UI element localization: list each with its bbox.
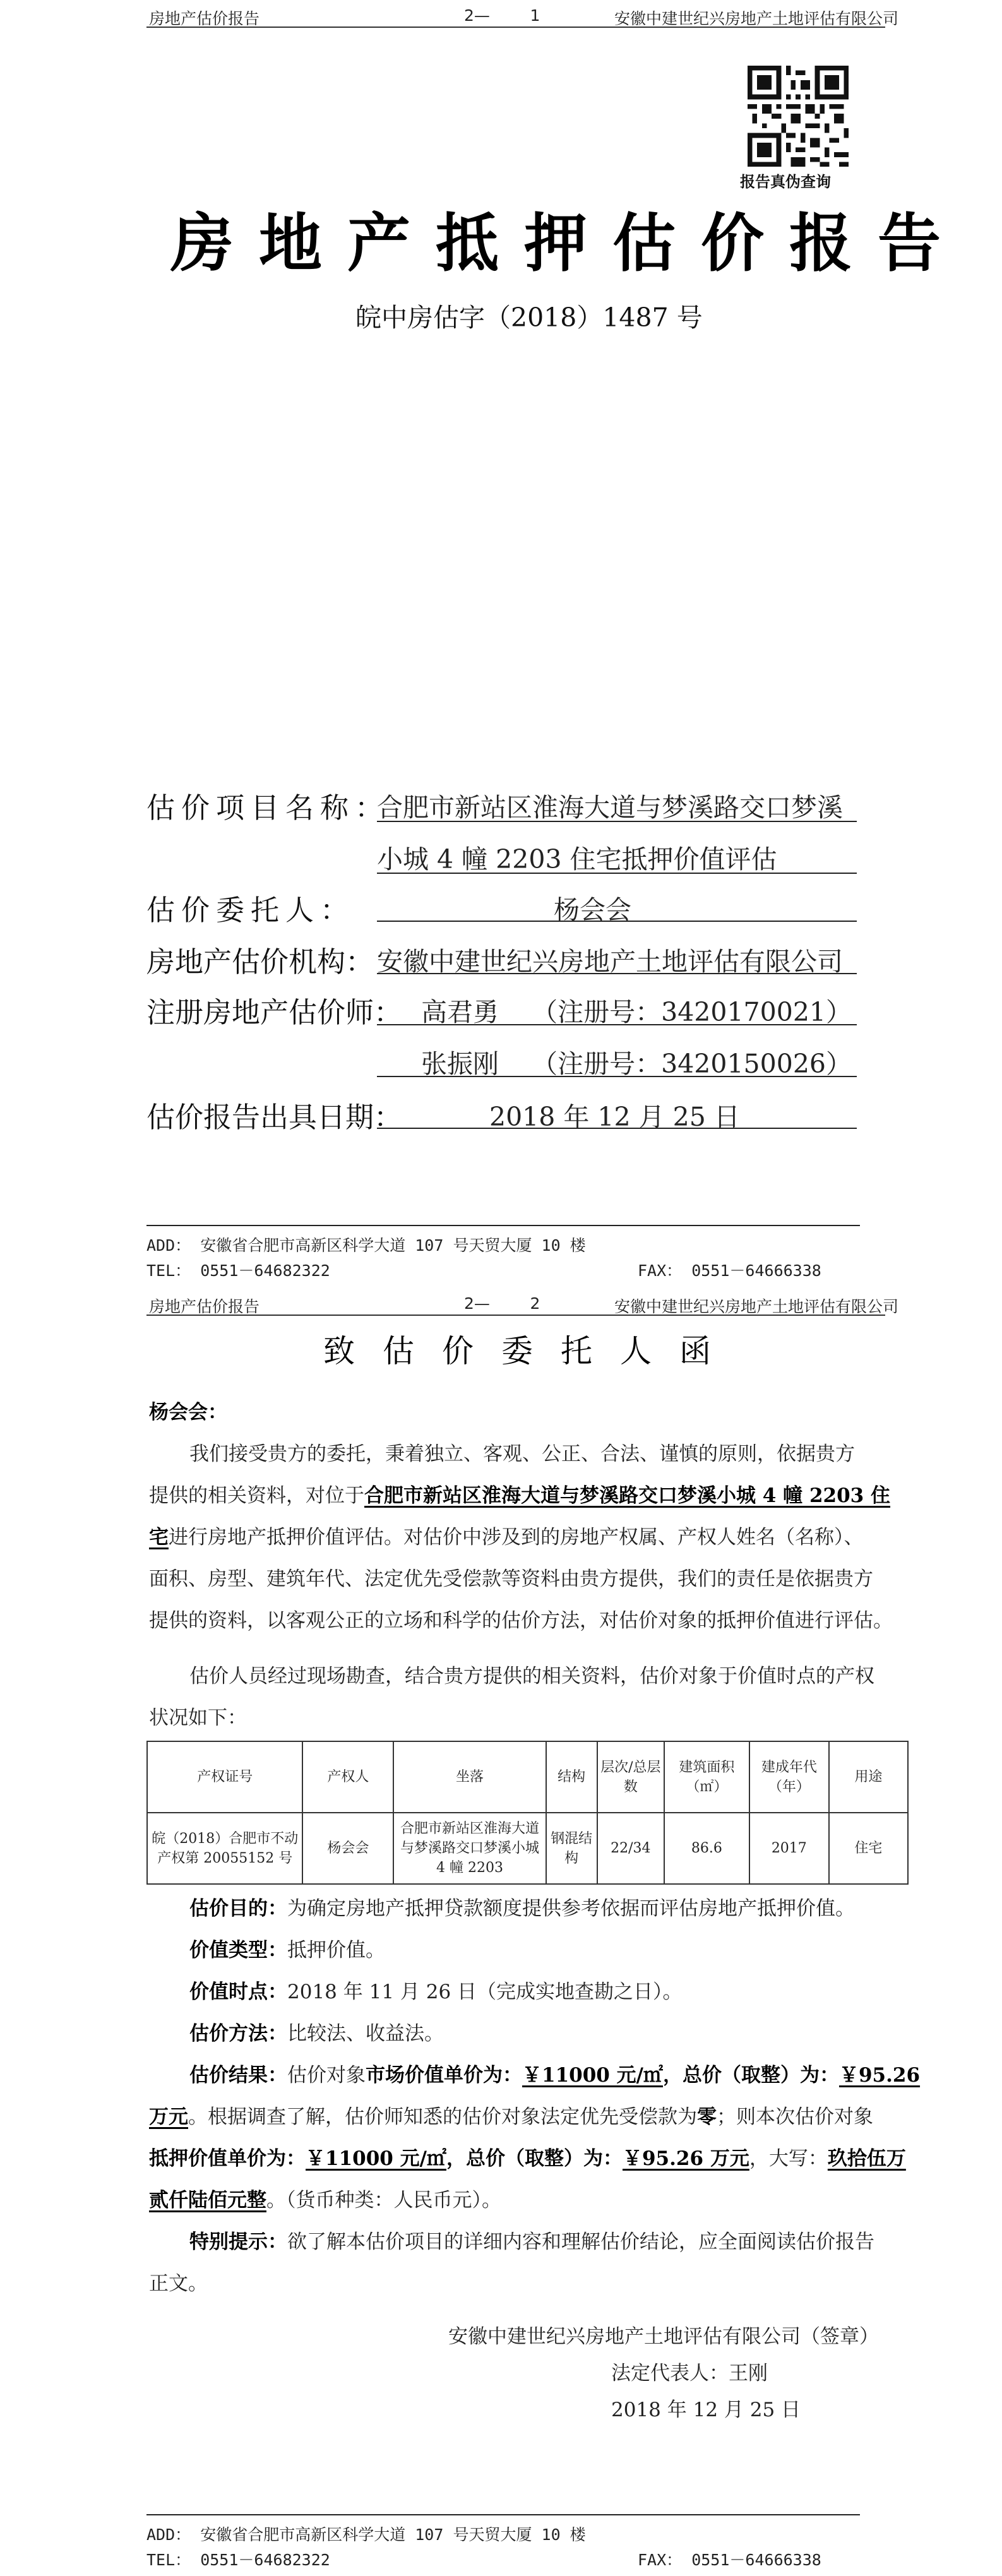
page1-footer-fax: FAX： 0551－64666338	[638, 1261, 821, 1280]
result-i: ；则本次估价对象	[717, 2106, 873, 2128]
result-label: 估价结果：	[189, 2064, 287, 2087]
table-header-row	[147, 1741, 908, 1813]
signature-date: 2018 年 12 月 25 日	[611, 2399, 801, 2421]
result-mortgage-total-label: ，总价（取整）为：	[446, 2147, 623, 2170]
qr-caption: 报告真伪查询	[740, 173, 831, 191]
project-underline-1	[377, 821, 857, 822]
page1-footer-rule	[146, 1225, 860, 1226]
appraiser-underline-2	[377, 1076, 857, 1077]
th-area: 建筑面积（㎡）	[664, 1741, 749, 1813]
agency-value: 安徽中建世纪兴房地产土地评估有限公司	[377, 946, 843, 977]
para1-line2-text: 提供的相关资料，对位于	[149, 1484, 364, 1507]
para1-line4: 面积、房型、建筑年代、法定优先受偿款等资料由贵方提供，我们的责任是依据贵方	[149, 1568, 873, 1590]
letter-title: 致估价委托人函	[323, 1333, 739, 1369]
th-structure: 结构	[546, 1741, 597, 1813]
report-title: 房地产抵押估价报告	[170, 206, 966, 280]
result-line3	[149, 2138, 906, 2179]
result-mortgage-unit-price: ￥11000 元/㎡	[306, 2147, 446, 2170]
value-type-line	[189, 1929, 385, 1971]
page1-header-rule	[146, 27, 885, 28]
appraiser-label: 注册房地产估价师：	[146, 996, 403, 1029]
notice-label: 特别提示：	[189, 2231, 287, 2253]
appraiser-2: 张振刚 （注册号：3420150026）	[421, 1049, 852, 1079]
result-market-total: ￥95.26	[838, 2064, 921, 2087]
td-use: 住宅	[829, 1813, 908, 1884]
notice-line	[189, 2221, 874, 2263]
agency-label: 房地产估价机构：	[146, 945, 374, 979]
agency-underline	[377, 973, 857, 974]
page1-header-page: 2— 1	[464, 6, 540, 25]
date-label: 估价报告出具日期：	[146, 1100, 403, 1134]
result-market-total-unit: 万元	[149, 2106, 188, 2128]
result-line2	[149, 2096, 873, 2138]
page2-header-page: 2— 2	[464, 1294, 540, 1313]
notice-value: 欲了解本估价项目的详细内容和理解估价结论，应全面阅读估价报告	[287, 2231, 874, 2253]
th-owner: 产权人	[302, 1741, 393, 1813]
page2-footer-fax: FAX： 0551－64666338	[638, 2551, 821, 2569]
page2-footer-rule	[146, 2514, 860, 2515]
result-market-unit-price: ￥11000 元/㎡	[522, 2064, 663, 2087]
property-address-end: 宅	[149, 1526, 169, 1549]
page2-footer-address: ADD： 安徽省合肥市高新区科学大道 107 号天贸大厦 10 楼	[146, 2525, 586, 2544]
td-owner: 杨会会	[302, 1813, 393, 1884]
value-time-value: 2018 年 11 月 26 日（完成实地查勘之日）。	[287, 1981, 683, 2003]
page1-header-right: 安徽中建世纪兴房地产土地评估有限公司	[614, 9, 899, 28]
result-mortgage-total: ￥95.26 万元	[622, 2147, 749, 2170]
result-q: 。（货币种类：人民币元）。	[266, 2189, 501, 2212]
signature-rep: 法定代表人：王刚	[611, 2362, 768, 2385]
purpose-label: 估价目的：	[189, 1897, 287, 1920]
td-floor: 22/34	[597, 1813, 664, 1884]
result-capital-amount: 玖拾伍万	[827, 2147, 906, 2170]
result-capital-amount-end: 贰仟陆佰元整	[149, 2189, 266, 2212]
project-underline-2	[377, 873, 857, 874]
td-cert: 皖（2018）合肥市不动产权第 20055152 号	[147, 1813, 302, 1884]
result-a: 估价对象	[287, 2064, 366, 2087]
method-label: 估价方法：	[189, 2022, 287, 2045]
para1-line3	[149, 1517, 864, 1558]
th-location: 坐落	[393, 1741, 546, 1813]
client-underline	[377, 921, 857, 922]
page2-header-right: 安徽中建世纪兴房地产土地评估有限公司	[614, 1297, 899, 1316]
purpose-line	[189, 1888, 855, 1929]
para1-line3-text: 进行房地产抵押价值评估。对估价中涉及到的房地产权属、产权人姓名（名称）、	[169, 1526, 864, 1549]
page1-footer-address: ADD： 安徽省合肥市高新区科学大道 107 号天贸大厦 10 楼	[146, 1236, 586, 1255]
client-value: 杨会会	[554, 895, 631, 925]
page1-footer-tel: TEL： 0551－64682322	[146, 1261, 330, 1280]
appraiser-1: 高君勇 （注册号：3420170021）	[421, 997, 852, 1027]
purpose-value: 为确定房地产抵押贷款额度提供参考依据而评估房地产抵押价值。	[287, 1897, 855, 1920]
result-market-unit-label: 市场价值单价为：	[366, 2064, 522, 2087]
value-type-value: 抵押价值。	[287, 1939, 385, 1962]
table-row	[147, 1813, 908, 1884]
page2-header-left: 房地产估价报告	[149, 1297, 260, 1316]
td-structure: 钢混结构	[546, 1813, 597, 1884]
property-table	[146, 1741, 909, 1885]
th-year: 建成年代（年）	[749, 1741, 829, 1813]
td-area: 86.6	[664, 1813, 749, 1884]
para1-line1: 我们接受贵方的委托，秉着独立、客观、公正、合法、谨慎的原则，依据贵方	[189, 1443, 855, 1465]
th-floor: 层次/总层数	[597, 1741, 664, 1813]
method-value: 比较法、收益法。	[287, 2022, 444, 2045]
page2-header-rule	[146, 1315, 885, 1316]
appraiser-underline-1	[377, 1024, 857, 1025]
property-address: 合肥市新站区淮海大道与梦溪路交口梦溪小城 4 幢 2203 住	[364, 1484, 891, 1507]
method-line	[189, 2013, 444, 2054]
th-use: 用途	[829, 1741, 908, 1813]
page1-header-left: 房地产估价报告	[149, 9, 260, 28]
para2-line2: 状况如下：	[149, 1707, 247, 1729]
result-line4	[149, 2179, 501, 2221]
value-time-label: 价值时点：	[189, 1981, 287, 2003]
para2-line1: 估价人员经过现场勘查，结合贵方提供的相关资料，估价对象于价值时点的产权	[189, 1665, 874, 1688]
para1-line2	[149, 1475, 890, 1517]
th-cert: 产权证号	[147, 1741, 302, 1813]
td-location: 合肥市新站区淮海大道与梦溪路交口梦溪小城 4 幢 2203	[393, 1813, 546, 1884]
client-label: 估价委托人：	[146, 893, 355, 927]
page2-footer-tel: TEL： 0551－64682322	[146, 2551, 330, 2569]
result-priority-amount: 零	[697, 2106, 717, 2128]
para1-line5: 提供的资料，以客观公正的立场和科学的估价方法，对估价对象的抵押价值进行评估。	[149, 1609, 893, 1632]
project-label: 估价项目名称：	[146, 791, 390, 825]
value-type-label: 价值类型：	[189, 1939, 287, 1962]
result-line1	[189, 2054, 920, 2096]
result-mortgage-unit-label: 抵押价值单价为：	[149, 2147, 306, 2170]
result-market-total-label: ，总价（取整）为：	[662, 2064, 839, 2087]
td-year: 2017	[749, 1813, 829, 1884]
project-value-line2: 小城 4 幢 2203 住宅抵押价值评估	[377, 844, 777, 874]
project-value-line1: 合肥市新站区淮海大道与梦溪路交口梦溪	[377, 792, 843, 823]
value-time-line	[189, 1971, 683, 2013]
salutation: 杨会会：	[149, 1401, 227, 1424]
report-number: 皖中房估字（2018）1487 号	[355, 302, 703, 333]
signature-company: 安徽中建世纪兴房地产土地评估有限公司（签章）	[448, 2325, 879, 2348]
result-g: 。根据调查了解，估价师知悉的估价对象法定优先受偿款为	[188, 2106, 697, 2128]
date-value: 2018 年 12 月 25 日	[489, 1102, 740, 1132]
qr-code-icon	[748, 66, 849, 167]
date-underline	[377, 1128, 857, 1129]
result-n: ，大写：	[749, 2147, 828, 2170]
notice-line2: 正文。	[149, 2272, 208, 2295]
